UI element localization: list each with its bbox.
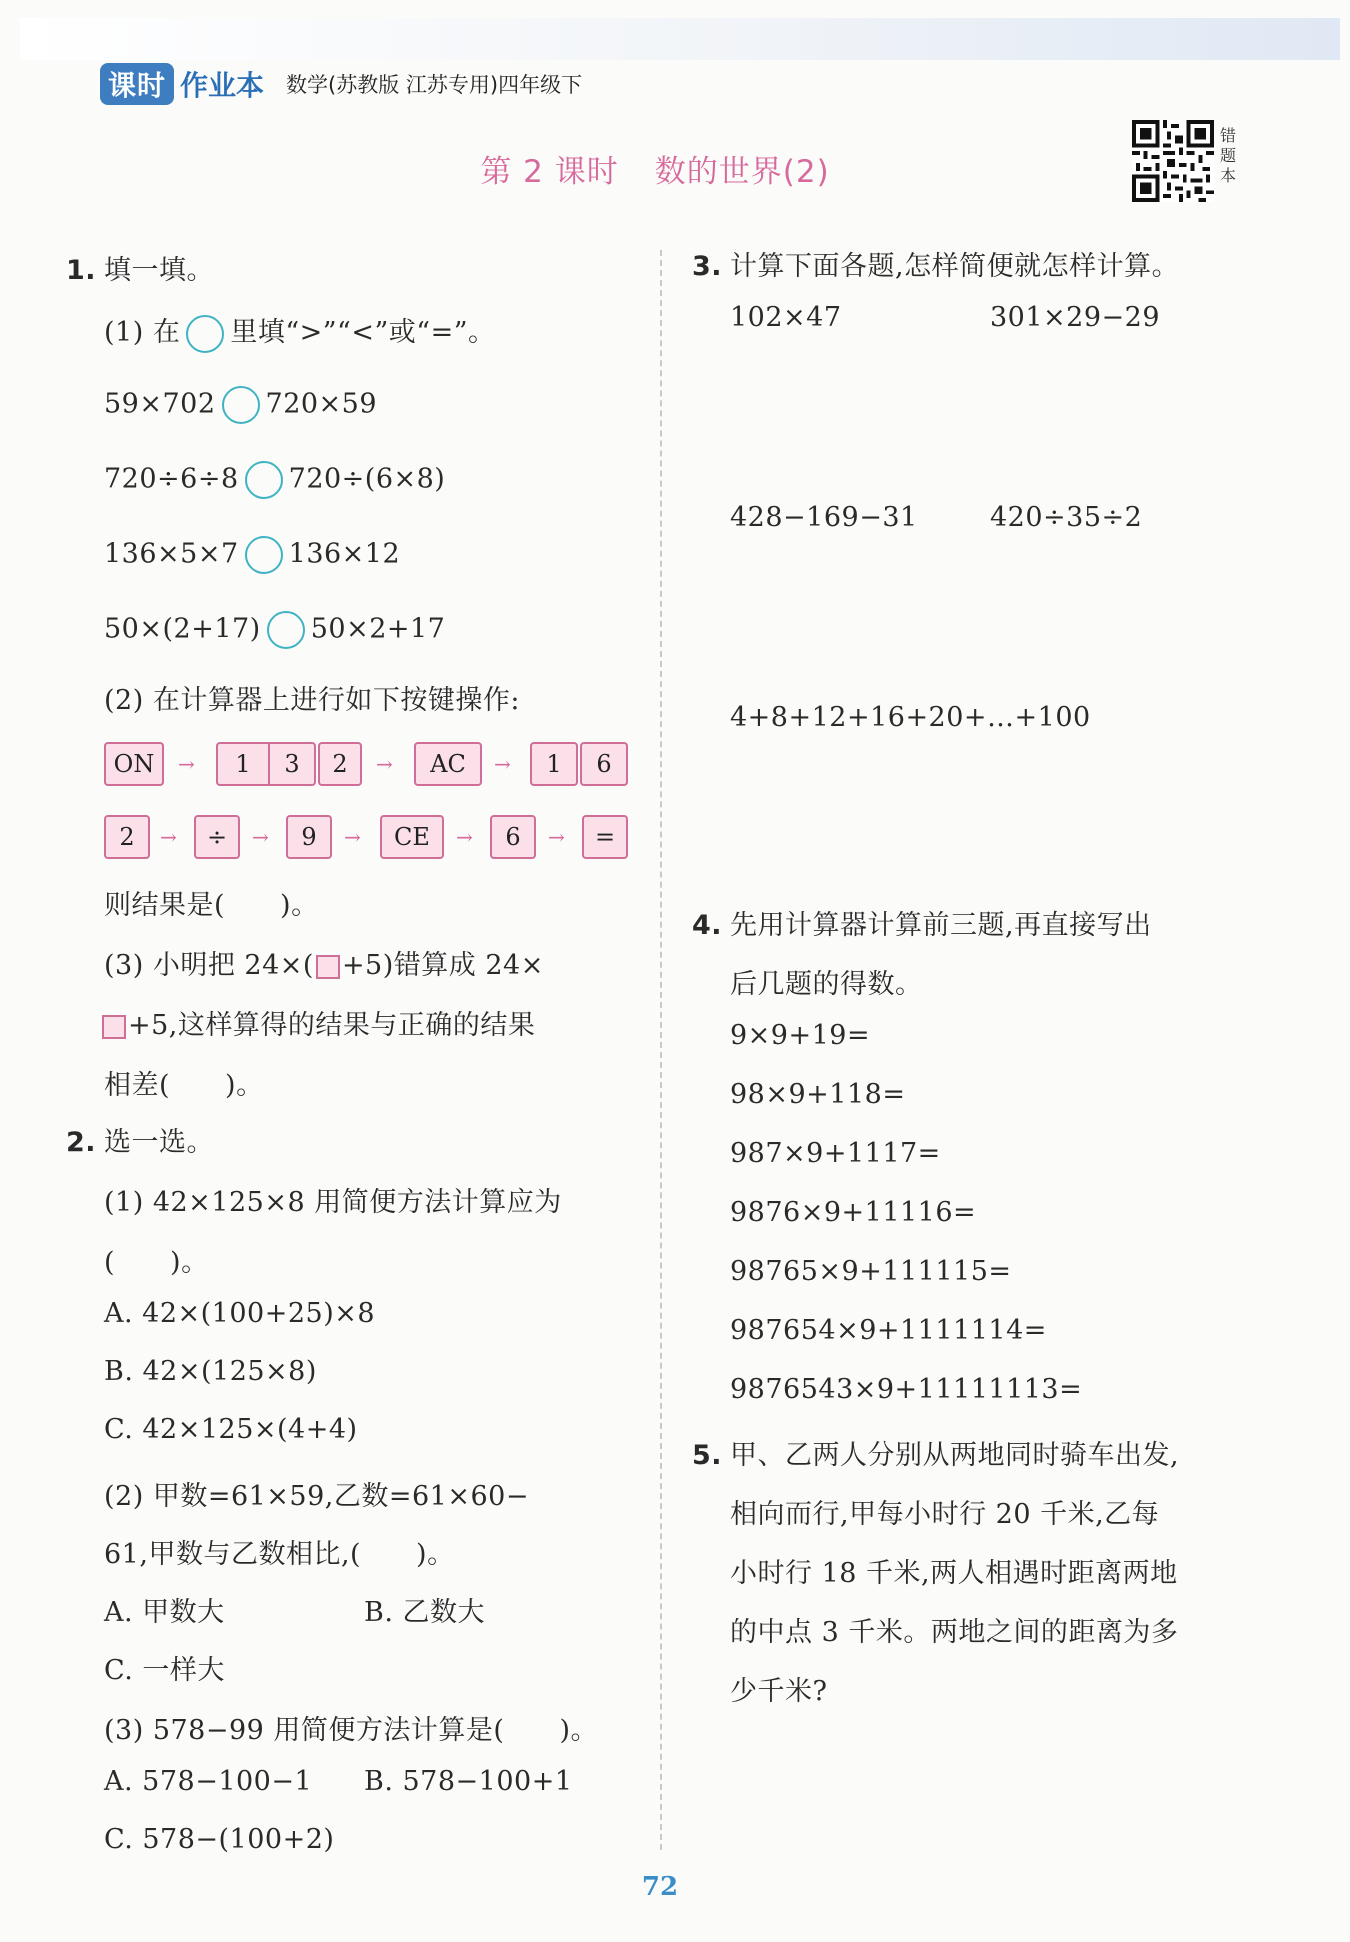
q2-title: 选一选。 [104,1127,215,1158]
top-band [20,18,1340,60]
q1-part1-instruction [104,310,496,353]
compare-row [104,461,445,499]
page-number: 72 [641,1872,679,1902]
error-book-char: 题 [1220,146,1237,165]
option-c[interactable]: C. 42×125×(4+4) [104,1414,358,1445]
q4-title-continued: 后几题的得数。 [730,969,923,1000]
q1-number: 1. [66,255,97,286]
q2-part2-text: 61,甲数与乙数相比,( )。 [104,1539,455,1570]
qr-code-icon[interactable] [1132,120,1214,202]
arrow-right-icon: → [160,825,177,849]
q2-number: 2. [66,1127,97,1158]
compare-right: 50×2+17 [310,613,446,645]
compare-left: 50×(2+17) [104,613,261,645]
q4-item: 98×9+118= [730,1079,906,1110]
q4-item: 98765×9+111115= [730,1256,1012,1287]
unknown-box [102,1015,126,1039]
q2-heading [66,1120,214,1159]
q4-title: 先用计算器计算前三题,再直接写出 [730,910,1152,941]
q4-item: 9876×9+11116= [730,1197,977,1228]
q1-part1-text-b: 里填“>”“<”或“=”。 [230,317,496,348]
option-a[interactable]: A. 甲数大 [104,1597,225,1628]
q5-number: 5. [692,1440,723,1471]
expression: 4+8+12+16+20+…+100 [730,702,1091,733]
q5-line: 相向而行,甲每小时行 20 千米,乙每 [730,1499,1160,1530]
calculator-key-digit: 9 [286,815,332,859]
q2-part1-text: (1) 42×125×8 用简便方法计算应为 [104,1187,562,1218]
arrow-right-icon: → [344,825,361,849]
q4-heading [692,903,1152,942]
option-b[interactable]: B. 42×(125×8) [104,1356,317,1387]
lesson-topic: 数的世界(2) [654,154,830,190]
q3-number: 3. [692,251,723,282]
expression: 102×47 [730,302,842,333]
q1-result-blank: 则结果是( )。 [104,890,319,921]
q5-heading [692,1433,1179,1472]
calculator-key-on: ON [104,742,164,786]
q4-item: 987×9+1117= [730,1138,941,1169]
calculator-key-group [216,742,316,786]
subject-label: 数学(苏教版 江苏专用)四年级下 [286,73,583,97]
unknown-box [316,955,340,979]
expression: 301×29−29 [990,302,1160,333]
option-b[interactable]: B. 乙数大 [364,1597,486,1628]
q5-line: 甲、乙两人分别从两地同时骑车出发, [730,1440,1180,1471]
calculator-key-digit: 3 [284,750,300,778]
arrow-right-icon: → [376,752,393,776]
q1-part2-instruction: (2) 在计算器上进行如下按键操作: [104,685,520,716]
answer-circle[interactable] [222,386,260,424]
q4-item: 9×9+19= [730,1020,871,1051]
lesson-number: 第 2 课时 [480,154,619,190]
expression: 428−169−31 [730,502,918,533]
error-book-char: 本 [1220,166,1237,185]
compare-right: 720÷(6×8) [288,463,446,495]
q1-part3-line [104,943,544,982]
calculator-key-digit: 1 [218,744,270,784]
lesson-title [0,146,1310,191]
q5-line: 小时行 18 千米,两人相遇时距离两地 [730,1558,1178,1589]
q1-part1-text-a: (1) 在 [104,317,181,348]
arrow-right-icon: → [252,825,269,849]
answer-circle[interactable] [245,536,283,574]
header [100,64,582,104]
compare-left: 59×702 [104,388,216,420]
arrow-right-icon: → [494,752,511,776]
q5-line: 少千米? [730,1676,828,1707]
calculator-key-digit: 6 [490,815,536,859]
arrow-right-icon: → [456,825,473,849]
calculator-key-digit: 2 [104,815,150,859]
q1-part3-text-a: (3) 小明把 24×( [104,950,314,981]
q3-title: 计算下面各题,怎样简便就怎样计算。 [730,251,1180,282]
q1-part3-text-c: +5,这样算得的结果与正确的结果 [128,1010,536,1041]
calculator-key-ac: AC [414,742,482,786]
calculator-key-ce: CE [380,815,444,859]
arrow-right-icon: → [178,752,195,776]
option-c[interactable]: C. 578−(100+2) [104,1824,335,1855]
calculator-key-divide: ÷ [194,815,240,859]
error-book-char: 错 [1220,126,1237,145]
compare-row [104,536,400,574]
expression: 420÷35÷2 [990,502,1143,533]
q1-part3-text-b: +5)错算成 24× [341,950,544,981]
option-a[interactable]: A. 578−100−1 [104,1766,313,1797]
answer-circle[interactable] [267,611,305,649]
calculator-key-equals: = [582,815,628,859]
calculator-key-digit: 2 [318,742,362,786]
brand-logo: 课时 [100,63,174,105]
q1-title: 填一填。 [104,255,215,286]
compare-right: 720×59 [265,388,378,420]
compare-row [104,611,445,649]
answer-circle[interactable] [186,315,224,353]
calculator-key-digit: 1 [530,742,578,786]
brand-name: 作业本 [180,69,265,102]
q1-part3-line [100,1003,535,1042]
q2-part1-blank: ( )。 [104,1247,209,1278]
q4-number: 4. [692,910,723,941]
error-book-label [1220,126,1242,186]
answer-circle[interactable] [245,461,283,499]
q4-item: 9876543×9+11111113= [730,1374,1083,1405]
option-c[interactable]: C. 一样大 [104,1655,225,1686]
q1-part3-line: 相差( )。 [104,1070,264,1101]
compare-row [104,386,377,424]
column-divider [660,250,662,1850]
q5-line: 的中点 3 千米。两地之间的距离为多 [730,1617,1179,1648]
q2-part2-text: (2) 甲数=61×59,乙数=61×60− [104,1481,529,1512]
compare-right: 136×12 [288,538,401,570]
q2-part3-text: (3) 578−99 用简便方法计算是( )。 [104,1715,598,1746]
compare-left: 136×5×7 [104,538,239,570]
q1-heading [66,248,214,287]
q4-item: 987654×9+1111114= [730,1315,1047,1346]
option-b[interactable]: B. 578−100+1 [364,1766,573,1797]
compare-left: 720÷6÷8 [104,463,239,495]
option-a[interactable]: A. 42×(100+25)×8 [104,1298,376,1329]
arrow-right-icon: → [548,825,565,849]
q3-heading [692,244,1179,283]
calculator-key-digit: 6 [580,742,628,786]
